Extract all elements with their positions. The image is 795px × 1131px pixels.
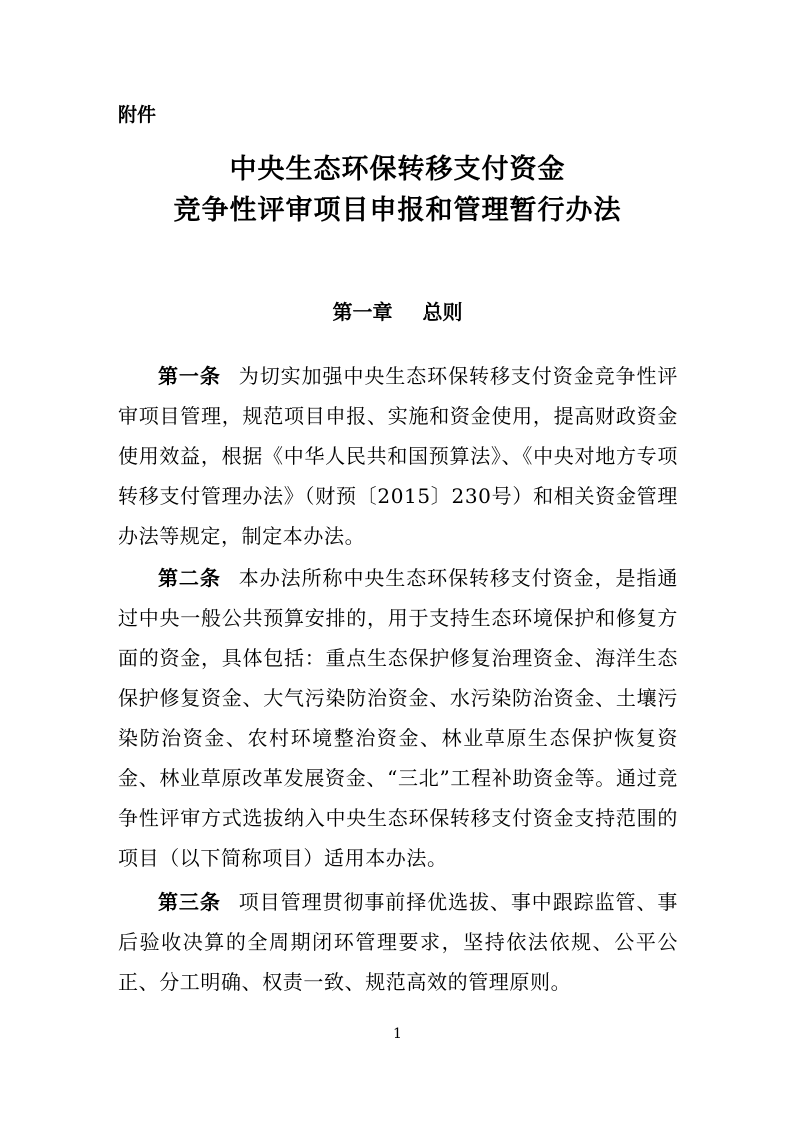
chapter-number: 第一章 [332,300,393,324]
article-1-label: 第一条 [158,364,221,388]
article-2-text: 本办法所称中央生态环保转移支付资金，是指通过中央一般公共预算安排的，用于支持生态环境保护和修复方面的资金，具体包括：重点生态保护修复治理资金、海洋生态保护修复资金、大气污染防治资金、水污染防治资金、土壤污染防治资金、农村环境整治资金、林业草原生态保护恢复资金、林业草原改革发展资金、“三北”工程补助资金等。通过竞争性评审方式选拔纳入中央生态环保转移支付资金支持范围的项目（以下简称项目）适用本办法。 [118,566,678,870]
article-2-label: 第二条 [158,566,221,590]
article-2 [118,558,678,878]
article-1-text: 为切实加强中央生态环保转移支付资金竞争性评审项目管理，规范项目申报、实施和资金使用，提高财政资金使用效益，根据《中华人民共和国预算法》、《中央对地方专项转移支付管理办法》（财预〔2015〕230号）和相关资金管理办法等规定，制定本办法。 [118,364,678,548]
chapter-name: 总则 [422,300,463,324]
article-1 [118,356,678,556]
document-title-line-1: 中央生态环保转移支付资金 [229,154,566,185]
article-3-text: 项目管理贯彻事前择优选拔、事中跟踪监管、事后验收决算的全周期闭环管理要求，坚持依法依规、公平公正、分工明确、权责一致、规范高效的管理原则。 [118,890,678,994]
attachment-label: 附件 [118,104,157,126]
article-3 [118,882,678,1002]
chapter-heading [0,298,795,326]
article-3-label: 第三条 [158,890,221,914]
document-title-line-2: 竞争性评审项目申报和管理暂行办法 [173,195,622,226]
page-number: 1 [393,1026,402,1042]
